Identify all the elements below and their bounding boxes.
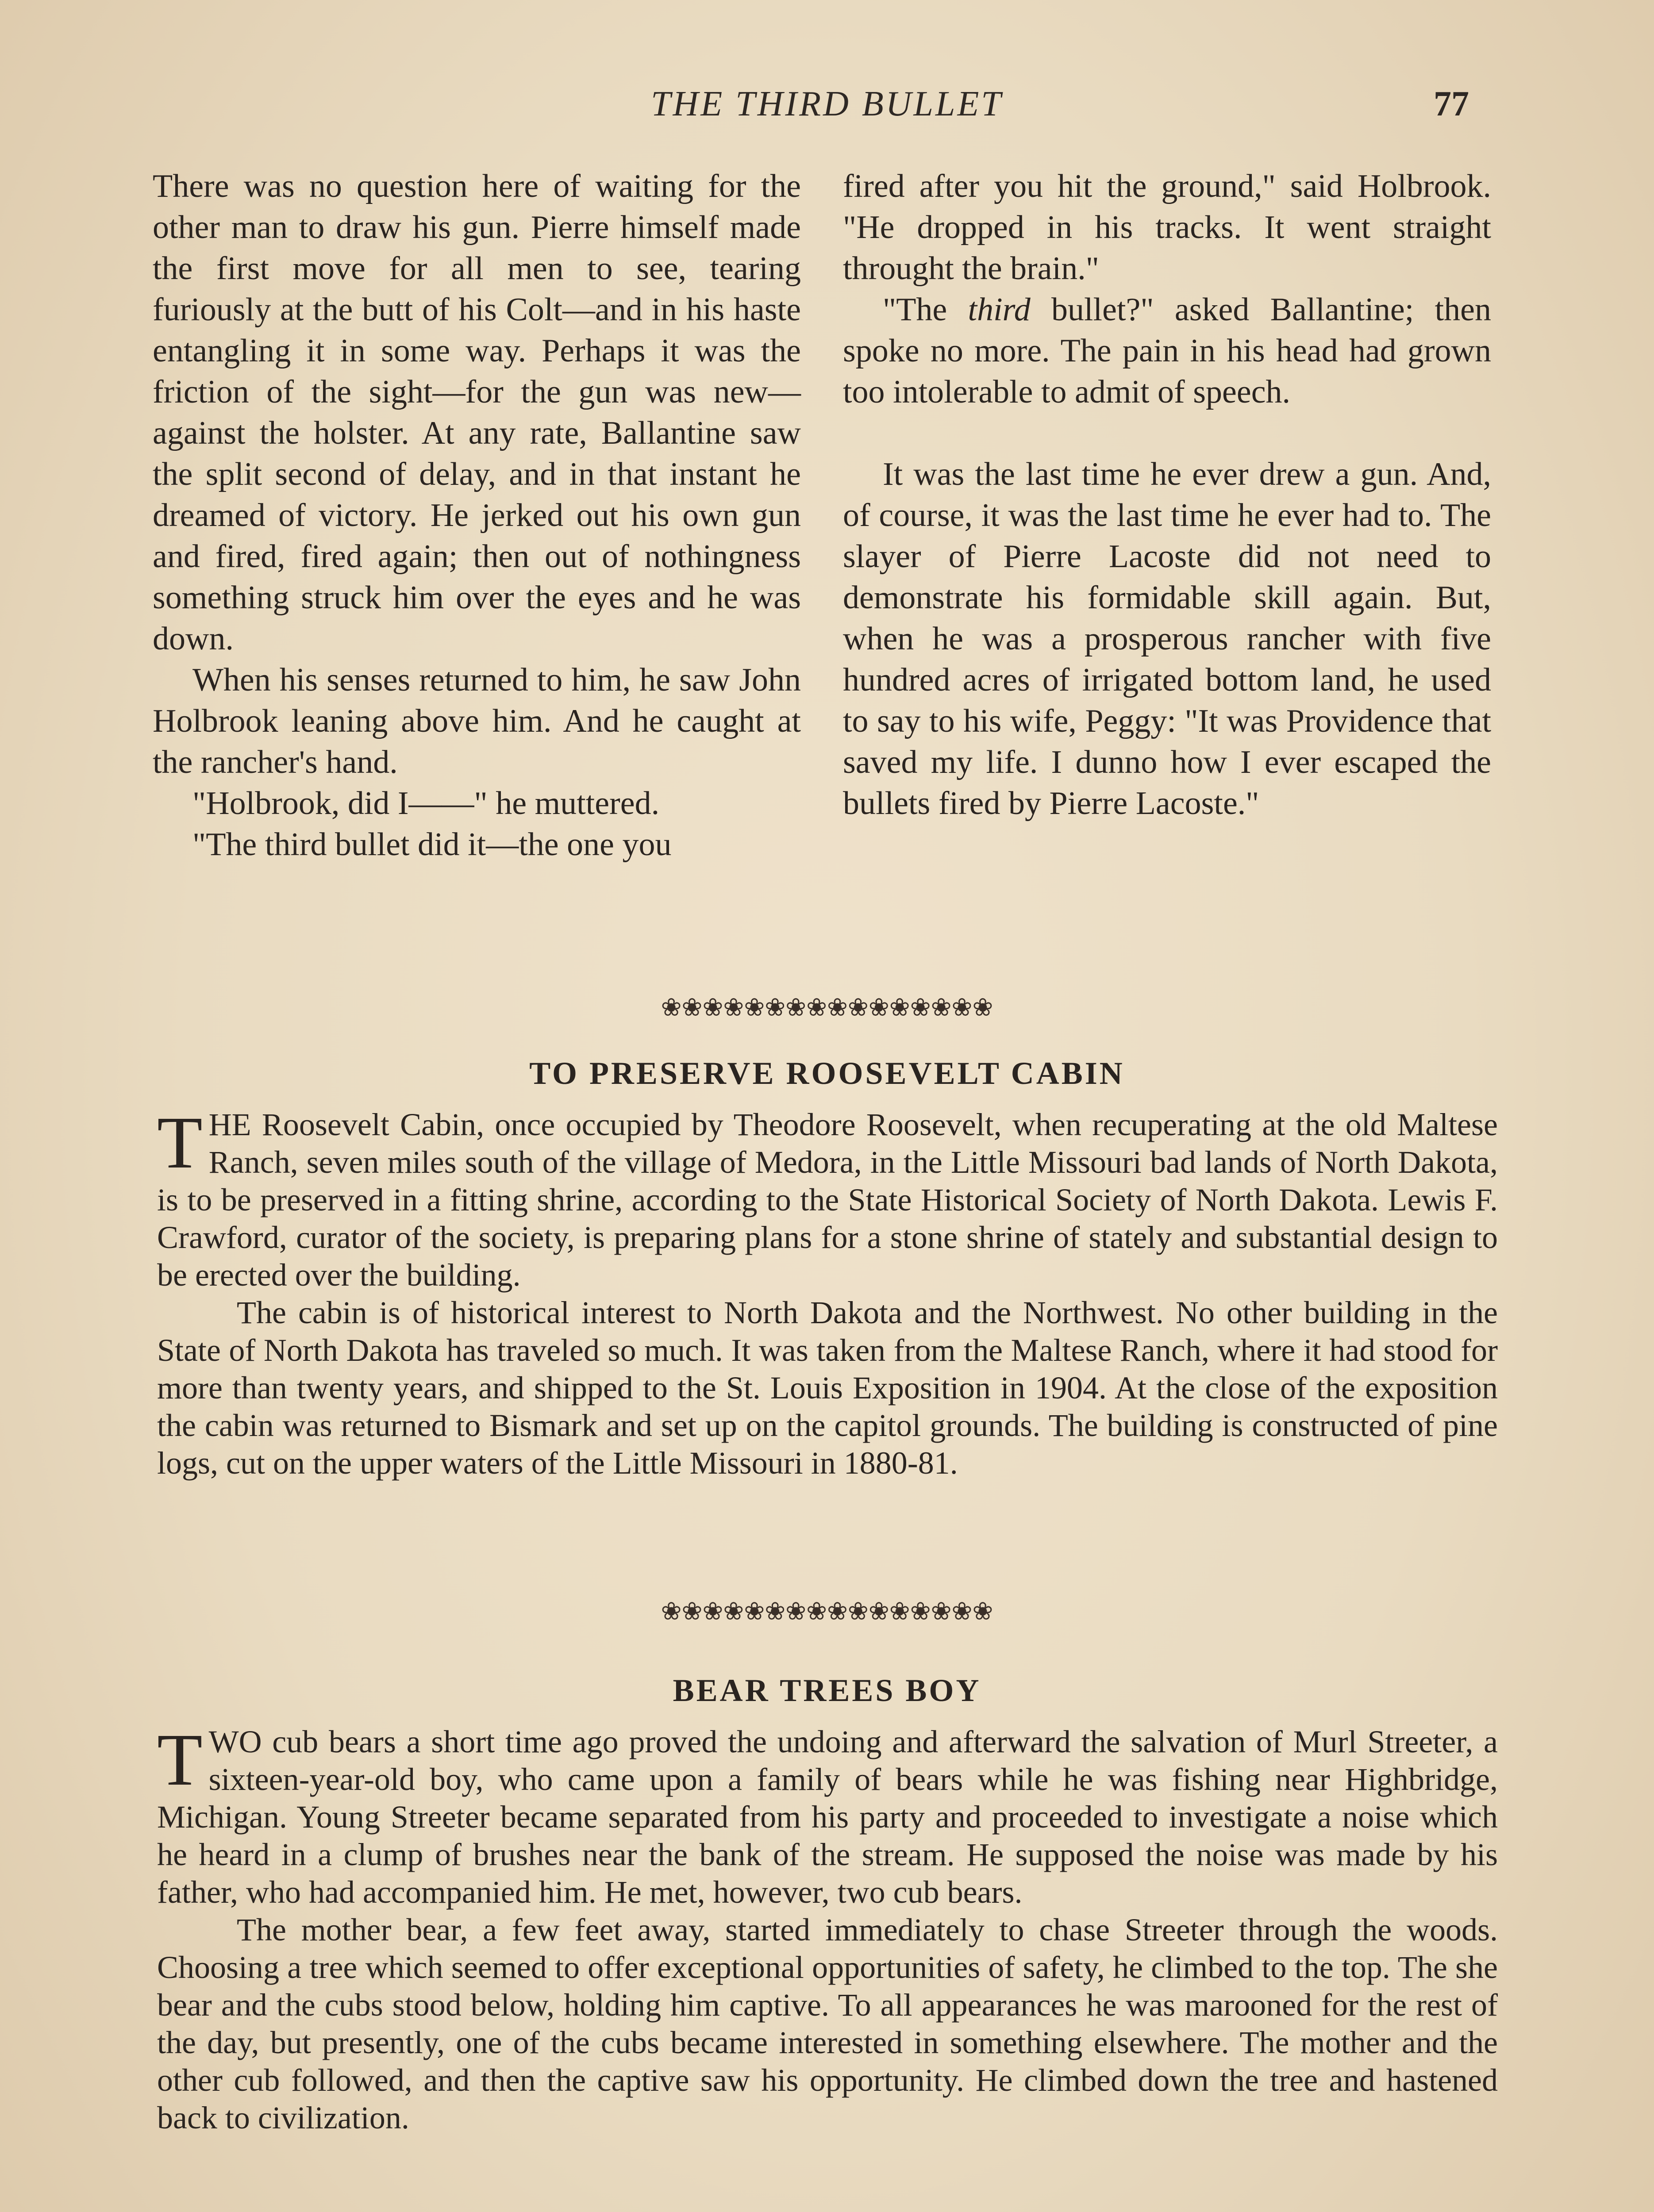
story-paragraph: "The third bullet did it—the one you (192, 826, 672, 863)
story-left-column (153, 166, 801, 865)
article-paragraph (157, 1102, 1498, 1294)
article-text: HE Roosevelt Cabin, once occupied by Theodore Roosevelt, when recuperating at the old Maltese Ranch, seven miles south of the village of Medora, in the Little Missouri bad lands of North Dakota, is to be preserved in a fitting shrine, according to the State Historical Society of North Dakota. Lewis F. Crawford, curator of the society, is preparing plans for a stone shrine of stately and substantial design to be erected over the building. (157, 1107, 1498, 1293)
story-text: bullet?" asked Ballantine; then spoke no more. The pain in his head had grown too intolerable to admit of speech. (843, 292, 1491, 410)
article-text: WO cub bears a short time ago proved the undoing and afterward the salvation of Murl Streeter, a sixteen-year-old boy, who came upon a family of bears while he was fishing near Highbridge, Michigan. Young Streeter became separated from his party and proceeded to investigate a noise which he heard in a clump of brushes near the bank of the stream. He supposed the noise was made by his father, who had accompanied him. He met, however, two cub bears. (157, 1724, 1498, 1910)
story-paragraph: fired after you hit the ground," said Holbrook. "He dropped in his tracks. It went straight throught the brain." (843, 168, 1491, 287)
section-divider-ornament: ❀❀❀❀❀❀❀❀❀❀❀❀❀❀❀❀ (661, 994, 993, 1022)
drop-cap: T (157, 1102, 203, 1184)
story-paragraph (843, 289, 1491, 413)
article-bear-trees-boy (157, 1719, 1498, 2137)
article-heading-roosevelt-cabin: TO PRESERVE ROOSEVELT CABIN (529, 1056, 1125, 1091)
story-paragraph: There was no question here of waiting for the other man to draw his gun. Pierre himself made the first move for all men to see, tearing furiously at the butt of his Colt—and in his haste entangling it in some way. Perhaps it was the friction of the sight—for the gun was new—against the holster. At any rate, Ballantine saw the split second of delay, and in that instant he dreamed of victory. He jerked out his own gun and fired, fired again; then out of nothingness something struck him over the eyes and he was down. (153, 168, 801, 657)
story-right-column (843, 166, 1491, 824)
page-number: 77 (1434, 84, 1469, 123)
story-italic-word: third (968, 292, 1031, 328)
article-heading-bear-trees-boy: BEAR TREES BOY (673, 1673, 981, 1708)
story-paragraph: "Holbrook, did I——" he muttered. (192, 785, 660, 822)
running-title: THE THIRD BULLET (651, 84, 1003, 123)
story-paragraph: When his senses returned to him, he saw John Holbrook leaning above him. And he caught at the rancher's hand. (153, 662, 801, 780)
story-paragraph: It was the last time he ever drew a gun. And, of course, it was the last time he ever had to. The slayer of Pierre Lacoste did not need to demonstrate his formidable skill again. But, when he was a prosperous rancher with five hundred acres of irrigated bottom land, he used to say to his wife, Peggy: "It was Providence that saved my life. I dunno how I ever escaped the bullets fired by Pierre Lacoste." (843, 456, 1491, 822)
story-text: "The (883, 292, 968, 328)
article-paragraph (157, 1719, 1498, 1911)
section-divider-ornament: ❀❀❀❀❀❀❀❀❀❀❀❀❀❀❀❀ (661, 1598, 993, 1625)
article-roosevelt-cabin (157, 1102, 1498, 1482)
article-paragraph: The cabin is of historical interest to North Dakota and the Northwest. No other building in the State of North Dakota has traveled so much. It was taken from the Maltese Ranch, where it had stood for more than twenty years, and shipped to the St. Louis Exposition in 1904. At the close of the exposition the cabin was returned to Bismark and set up on the capitol grounds. The building is constructed of pine logs, cut on the upper waters of the Little Missouri in 1880-81. (157, 1295, 1498, 1481)
drop-cap: T (157, 1719, 203, 1801)
article-paragraph: The mother bear, a few feet away, started immediately to chase Streeter through the woods. Choosing a tree which seemed to offer exceptional opportunities of safety, he climbed to the top. The she bear and the cubs stood below, holding him captive. To all appearances he was marooned for the rest of the day, but presently, one of the cubs became interested in something elsewhere. The mother and the other cub followed, and then the captive saw his opportunity. He climbed down the tree and hastened back to civilization. (157, 1912, 1498, 2135)
